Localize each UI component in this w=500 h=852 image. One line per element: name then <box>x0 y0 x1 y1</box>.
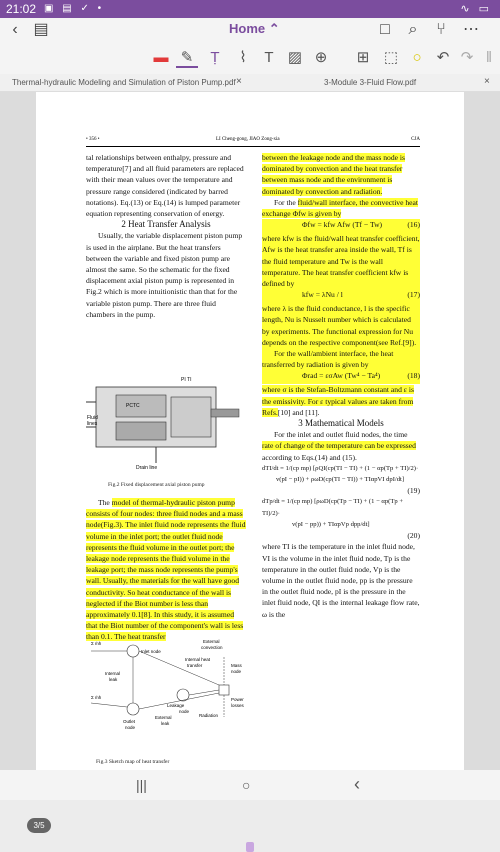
redo-icon[interactable]: ↷ <box>460 49 474 66</box>
fig2-label-pc: PCTC <box>126 403 140 409</box>
header-authors: LI Cheng-gong, JIAO Zong-xia <box>216 137 280 142</box>
figure-3-caption: Fig.3 Sketch map of heat transfer <box>96 759 170 765</box>
tab-fluid-flow[interactable]: 3-Module 3-Fluid Flow.pdf <box>324 78 417 87</box>
fig3-label-leakage: Leakage <box>167 703 185 708</box>
fig3-label-inlet: Inlet node <box>141 649 161 654</box>
back-chevron-icon[interactable]: ‹ <box>12 21 18 38</box>
fig3-label-radiation: Radiation <box>199 713 219 718</box>
highlighted-text[interactable]: fluid/wall interface, the convective heat exchange Φfw is given by <box>262 197 419 219</box>
search-icon[interactable]: ⌕ <box>408 21 418 38</box>
highlighted-text[interactable]: where σ is the Stefan-Boltzmann constant and ε is the emissivity. For ε typical values are taken from Refs. <box>262 385 414 417</box>
fig3-label-outlet-node: node <box>125 725 136 730</box>
save-icon[interactable]: □ <box>380 21 390 38</box>
recents-icon[interactable]: ||| <box>136 777 147 793</box>
fig3-label-leak: leak <box>109 677 118 682</box>
section-heading: 3 Mathematical Models <box>298 418 384 429</box>
fig3-label-outlet: Outlet <box>123 719 136 724</box>
home-title-dropdown[interactable]: Home ⌃ <box>229 21 280 36</box>
fig3-label-transfer: transfer <box>187 663 203 668</box>
figure-2-caption: Fig.2 Fixed displacement axial piston pump <box>108 482 205 488</box>
tab-thermal-hydraulic[interactable]: Thermal-hydraulic Modeling and Simulation of Piston Pump.pdf <box>12 78 236 87</box>
equation-19-line-2: v(pI − pI)) + ρωD(cp(TI − TI)) + TIαpVI dpI/dt] <box>276 476 405 484</box>
paragraph <box>262 152 420 197</box>
figure-2-pump-schematic <box>86 367 246 477</box>
fig2-label-lines: lines <box>87 421 98 427</box>
tab-close-icon[interactable]: × <box>484 76 490 87</box>
fig3-label-internal: Internal <box>105 671 121 676</box>
textbox-icon[interactable]: T <box>264 49 274 66</box>
fig3-label-mass-node: node <box>231 669 242 674</box>
marker-color-icon[interactable]: ○ <box>412 49 422 66</box>
nav-back-icon[interactable]: ‹ <box>354 774 360 794</box>
tab-close-icon[interactable]: × <box>236 76 242 87</box>
page-indicator-badge: 3/5 <box>27 818 51 833</box>
status-bar <box>0 0 500 18</box>
highlighted-text[interactable]: For the wall/ambient interface, the heat transferred by radiation is given by <box>262 348 420 370</box>
select-icon[interactable]: ⬚ <box>383 49 399 66</box>
header-journal: CJA <box>411 137 420 142</box>
equation-20-line-2: v(pI − pp)) + TIαpVp dpp/dt] <box>292 520 370 528</box>
fig3-label-sum-out: Σ ṁh <box>91 695 102 700</box>
scroll-handle[interactable] <box>246 842 254 852</box>
fig3-label-mass: Mass <box>231 663 242 668</box>
equation-20-line-1: dTp/dt = 1/(cp mp) [ρωD(cp(Tp − TI) + (1 − αp(Tp + TI)/2)· <box>262 498 404 517</box>
equation-19-line-1: dTI/dt = 1/(cp mp) [ρQI(cp(TI − TI) + (1 − αp(Tp + TI)/2)· <box>262 464 419 472</box>
fig3-label-ext-leak: External <box>155 715 172 720</box>
comment-icon[interactable]: ▬ <box>153 49 169 66</box>
document-viewport[interactable] <box>0 92 500 830</box>
fig3-label-convection: convection <box>201 645 223 650</box>
highlighted-text[interactable]: rate of change of the temperature can be expressed <box>262 441 416 451</box>
running-header <box>86 137 420 147</box>
equation-20-number: (20) <box>407 531 420 541</box>
section-heading: 2 Heat Transfer Analysis <box>121 219 211 230</box>
status-system-icons: ∿ ▭ <box>460 3 492 15</box>
image-icon[interactable]: ▨ <box>287 49 303 66</box>
add-icon[interactable]: ⊕ <box>314 49 328 66</box>
paragraph: where σ is the Stefan-Boltzmann constant and ε is the emissivity. For ε typical values are taken from Refs.[10] and [11]. <box>262 385 414 417</box>
undo-icon[interactable]: ↶ <box>436 49 450 66</box>
paragraph: Usually, the variable displacement piston pump is used in the airplane. But the heat transfers between the variable and fixed piston pump are almost the same. So the schematic for the fixed displacement axial piston pump is represented in Fig.2 which is more intuitionistic than that for the variable piston pump. There are three fluid chambers in the pump. <box>86 231 243 319</box>
paragraph: For the fluid/wall interface, the convective heat exchange Φfw is given by <box>262 197 419 219</box>
highlight-pen-icon[interactable]: ✎ <box>176 48 198 68</box>
document-tabs <box>0 74 500 92</box>
text-highlight-icon[interactable]: Ṭ <box>210 49 220 66</box>
right-column <box>262 152 420 620</box>
share-icon[interactable]: ⑂ <box>436 21 446 38</box>
highlighted-text[interactable]: where kfw is the fluid/wall heat transfer coefficient, Afw is the heat transfer area inside the wall, Tf is the fluid temperature and Tw is the wall temperature. The heat transfer coefficient kfw is defined by <box>262 234 420 289</box>
paragraph: where TI is the temperature in the inlet fluid node, VI is the volume in the inlet fluid node, Tp is the temperature in the outlet fluid node, Vp is the volume in the outlet fluid node, pp is the pressure in the outlet fluid node, pI is the pressure in the inlet fluid node, QI is the internal leakage flow rate, ω is the <box>262 542 420 619</box>
equation-19-number: (19) <box>407 486 420 496</box>
equation-16: Φfw = kfw Afw (Tf − Tw) (16) <box>262 219 420 233</box>
sidebar-toggle-icon[interactable]: ▤ <box>33 21 49 38</box>
fig2-label-fluid: Fluid <box>87 415 98 421</box>
fig3-label-sum-in: Σ ṁh <box>91 641 102 646</box>
page-number: • 356 • <box>86 137 100 142</box>
fig3-label-ext-leak-2: leak <box>161 721 170 726</box>
highlighted-text[interactable]: model of thermal-hydraulic piston pump consists of four nodes: three fluid nodes and a mass node(Fig.3). The inlet fluid node represents the fluid volume in the inlet port; the outlet fluid node represents the fluid volume in the outlet port; the leakage node represents the fluid volume in the leakage port; the mass node represents the pump's wall. Usually, the materials for the wall have good conductivity. So heat conductance of the wall is neglected if the Biot number is less than approximately 0.1[8]. In this study, it is assumed that the Biot number of the component's wall is less than 0.1. The heat transfer <box>86 498 246 642</box>
highlighted-text[interactable]: between the leakage node and the mass node is dominated by convection and the heat transfer between mass node and the environment is dominated by convection and radiation. <box>262 153 405 196</box>
collapse-toolbar-icon[interactable]: ‖ <box>485 49 493 66</box>
fig3-label-internal-heat: Internal heat <box>185 657 211 662</box>
left-column-top <box>86 152 246 320</box>
equation-17: kfw = λNu / l (17) <box>262 289 420 303</box>
scan-icon[interactable]: ⊞ <box>356 49 370 66</box>
fig2-label-drain: Drain line <box>136 465 158 471</box>
highlighted-text[interactable]: where λ is the fluid conductance, l is the specific length, Nu is Nusselt number which is calculated by experiments. The functional expression for Nu depends on the respective component(see Ref.[9]). <box>262 303 420 348</box>
fig3-label-losses: losses <box>231 703 244 708</box>
system-nav-bar <box>0 770 500 800</box>
annotation-toolbar <box>0 42 500 74</box>
fig3-label-leakage-node: node <box>179 709 190 714</box>
status-notification-icons: ▣ ▤ ✓ • <box>44 3 105 14</box>
status-time: 21:02 <box>6 2 37 16</box>
fig2-label-pt: PI TI <box>181 377 192 383</box>
paragraph: For the inlet and outlet fluid nodes, the time rate of change of the temperature can be expressed according to Eqs.(14) and (15). <box>262 430 416 462</box>
equation-18: Φrad = εσAw (Tw⁴ − Ta⁴) (18) <box>262 370 420 384</box>
more-icon[interactable]: ⋯ <box>463 21 479 38</box>
home-icon[interactable]: ○ <box>242 777 251 793</box>
draw-icon[interactable]: ⌇ <box>239 49 247 66</box>
paragraph: The model of thermal-hydraulic piston pump consists of four nodes: three fluid nodes and a mass node(Fig.3). The inlet fluid node represents the fluid volume in the inlet port; the outlet fluid node represents the fluid volume in the outlet port; the leakage node represents the fluid volume in the leakage port; the mass node represents the pump's wall. Usually, the materials for the wall have good conductivity. So heat conductance of the wall is neglected if the Biot number is less than approximately 0.1[8]. In this study, it is assumed that the Biot number of the component's wall is less than 0.1. The heat transfer <box>86 498 246 642</box>
paragraph: tal relationships between enthalpy, pressure and temperature[7] and all fluid parameters are replaced with their mean values over the temperature and pressure range considered (indicated by barred notations). Eq.(13) or Eq.(14) is lumped parameter equation representing conservation of energy. <box>86 153 244 219</box>
left-column-bottom <box>86 497 246 643</box>
fig3-label-external: External <box>203 639 220 644</box>
pdf-page <box>36 92 464 770</box>
fig3-label-power: Power <box>231 697 244 702</box>
figure-3-heat-transfer-sketch <box>91 637 251 755</box>
top-bar <box>0 18 500 42</box>
